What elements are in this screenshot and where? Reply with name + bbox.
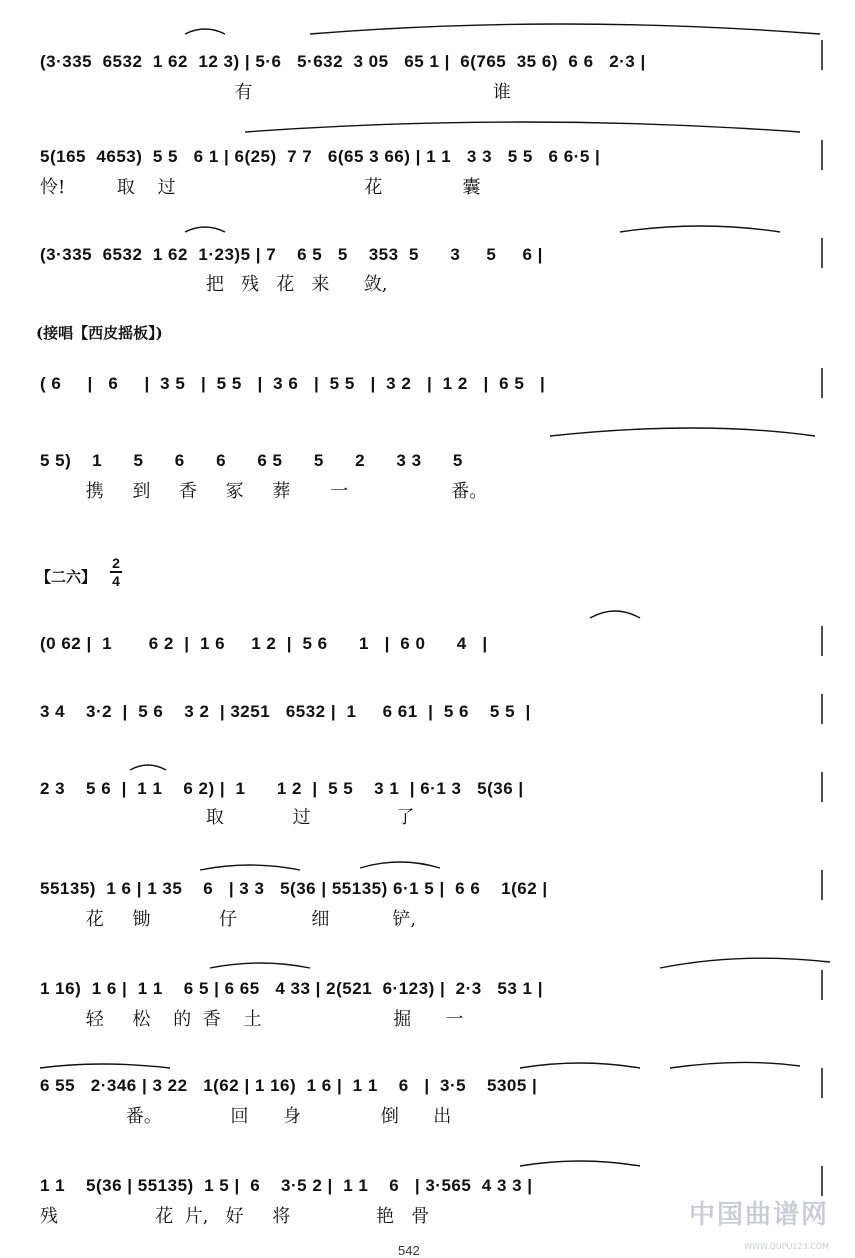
time-signature-denominator: 4 (112, 573, 120, 589)
phrase-slur (40, 1064, 170, 1068)
note-slur (590, 611, 640, 618)
jianpu-notes: (3·335 6532 1 62 1·23)5 | 7 6 5 5 353 5 3 5 6 | (40, 245, 543, 264)
phrase-slur (520, 1063, 640, 1068)
lyrics-line: 残 花 片, 好 将 艳 骨 (40, 1206, 430, 1227)
phrase-slur (200, 865, 300, 870)
lyrics-line: 怜! 取 过 花 囊 (40, 177, 481, 198)
jianpu-notes: 5(165 4653) 5 5 6 1 | 6(25) 7 7 6(65 3 66) | 1 1 3 3 5 5 6 6·5 | (40, 147, 601, 166)
time-signature (108, 556, 124, 588)
lyrics-line: 把 残 花 来 敛, (40, 274, 388, 295)
jianpu-notes: 55135) 1 6 | 1 35 6 | 3 3 5(36 | 55135) 6·1 5 | 6 6 1(62 | (40, 879, 548, 898)
jianpu-notes: (3·335 6532 1 62 12 3) | 5·6 5·632 3 05 65 1 | 6(765 35 6) 6 6 2·3 | (40, 52, 646, 71)
section-label: 【二六】 (36, 568, 97, 586)
note-slur (185, 227, 225, 232)
watermark-logo: 中国曲谱网 (688, 1200, 829, 1230)
watermark-url: WWW.QUPU123.COM (744, 1242, 829, 1251)
lyrics-line: 有 谁 (40, 82, 511, 103)
phrase-slur (310, 24, 820, 34)
jianpu-notes: 3 4 3·2 | 5 6 3 2 | 3251 6532 | 1 6 61 | 5 6 5 5 | (40, 702, 531, 721)
jianpu-notes: (0 62 | 1 6 2 | 1 6 1 2 | 5 6 1 | 6 0 4 | (40, 634, 488, 653)
phrase-slur (210, 963, 310, 968)
phrase-slur (520, 1161, 640, 1166)
jianpu-notes: 6 55 2·346 | 3 22 1(62 | 1 16) 1 6 | 1 1 6 | 3·5 5305 | (40, 1076, 538, 1095)
note-slur (130, 765, 166, 770)
jianpu-notes: 5 5) 1 5 6 6 6 5 5 2 3 3 5 (40, 451, 463, 470)
lyrics-line: 番。 回 身 倒 出 (40, 1106, 452, 1127)
lyrics-line: 轻 松 的 香 土 掘 一 (40, 1009, 464, 1030)
phrase-slur (550, 428, 815, 436)
lyrics-line: 花 锄 仔 细 铲, (40, 909, 417, 930)
lyrics-line: 携 到 香 冢 葬 一 番。 (40, 481, 488, 502)
page-number: 542 (398, 1243, 420, 1258)
jianpu-notes: 2 3 5 6 | 1 1 6 2) | 1 1 2 | 5 5 3 1 | 6·1 3 5(36 | (40, 779, 524, 798)
lyrics-line: 取 过 了 (40, 807, 415, 828)
jianpu-notes: 1 1 5(36 | 55135) 1 5 | 6 3·5 2 | 1 1 6 | 3·565 4 3 3 | (40, 1176, 533, 1195)
time-signature-numerator: 2 (112, 555, 120, 571)
jianpu-notes: 1 16) 1 6 | 1 1 6 5 | 6 65 4 33 | 2(521 6·123) | 2·3 53 1 | (40, 979, 543, 998)
phrase-slur (360, 862, 440, 868)
phrase-slur (670, 1062, 800, 1068)
phrase-slur (660, 958, 830, 968)
phrase-slur (245, 122, 800, 132)
jianpu-notes: ( 6 | 6 | 3 5 | 5 5 | 3 6 | 5 5 | 3 2 | 1 2 | 6 5 | (40, 374, 546, 393)
phrase-slur (620, 226, 780, 232)
note-slur (185, 29, 225, 34)
interlude-label: (接唱【西皮摇板】) (36, 324, 163, 342)
